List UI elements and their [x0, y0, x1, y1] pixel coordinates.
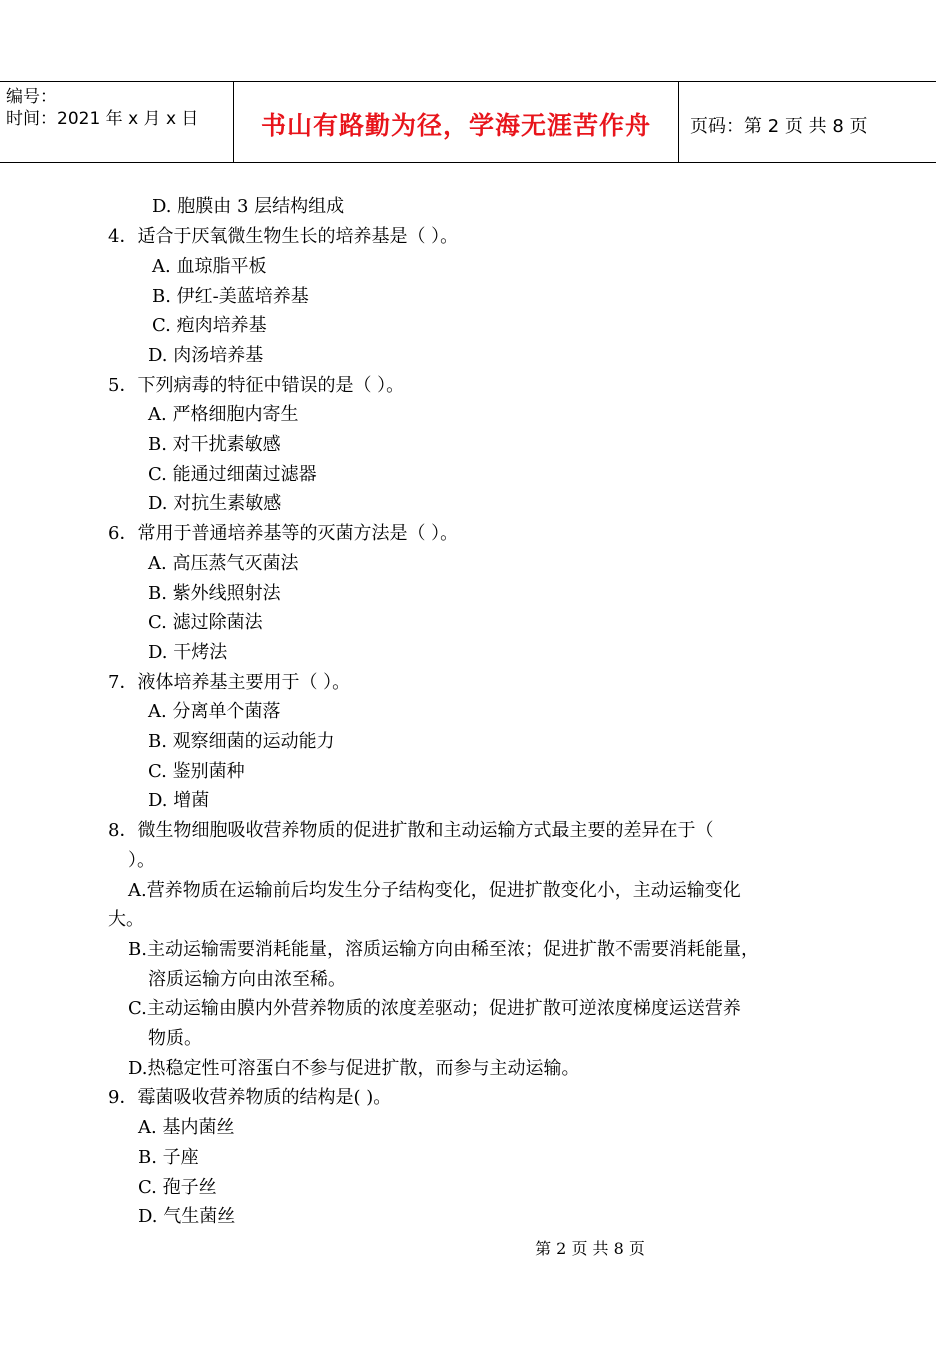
page-number-label: 页码：第 2 页 共 8 页	[690, 116, 868, 137]
option-line: D. 气生菌丝	[138, 1206, 236, 1227]
option-line: C. 滤过除菌法	[148, 612, 263, 633]
question-line: 4．适合于厌氧微生物生长的培养基是（ ）。	[108, 226, 459, 247]
header-motto: 书山有路勤为径，学海无涯苦作舟	[260, 111, 651, 140]
option-line: D. 胞膜由 3 层结构组成	[152, 196, 345, 217]
option-line: C. 疱肉培养基	[152, 315, 267, 336]
option-line: D. 增菌	[148, 790, 210, 811]
option-line: C. 能通过细菌过滤器	[148, 464, 317, 485]
option-line: A. 严格细胞内寄生	[148, 404, 299, 425]
header-divider	[678, 82, 679, 162]
option-line: A. 高压蒸气灭菌法	[148, 553, 299, 574]
option-line: D. 干烤法	[148, 642, 228, 663]
question-line: 5．下列病毒的特征中错误的是（ ）。	[108, 375, 405, 396]
question-line: 8．微生物细胞吸收营养物质的促进扩散和主动运输方式最主要的差异在于（	[108, 820, 714, 841]
option-line-continuation: 大。	[108, 909, 144, 930]
option-line: B.主动运输需要消耗能量，溶质运输方向由稀至浓；促进扩散不需要消耗能量，	[128, 939, 759, 960]
option-line: B. 对干扰素敏感	[148, 434, 281, 455]
option-line: D. 肉汤培养基	[148, 345, 264, 366]
option-line: A. 血琼脂平板	[152, 256, 267, 277]
option-line: A. 分离单个菌落	[148, 701, 281, 722]
option-line-continuation: 溶质运输方向由浓至稀。	[148, 969, 346, 990]
option-line: D.热稳定性可溶蛋白不参与促进扩散，而参与主动运输。	[128, 1058, 580, 1079]
option-line: C.主动运输由膜内外营养物质的浓度差驱动；促进扩散可逆浓度梯度运送营养	[128, 998, 741, 1019]
option-line: B. 观察细菌的运动能力	[148, 731, 335, 752]
option-line: D. 对抗生素敏感	[148, 493, 282, 514]
option-line: C. 孢子丝	[138, 1177, 217, 1198]
option-line: B. 紫外线照射法	[148, 583, 281, 604]
option-line: C. 鉴别菌种	[148, 761, 245, 782]
document-header	[0, 81, 936, 163]
option-line: B. 伊红-美蓝培养基	[152, 286, 309, 307]
question-line: 9．霉菌吸收营养物质的结构是( )。	[108, 1087, 392, 1108]
option-line: B. 子座	[138, 1147, 199, 1168]
option-line: A.营养物质在运输前后均发生分子结构变化，促进扩散变化小，主动运输变化	[128, 880, 741, 901]
option-line: A. 基内菌丝	[138, 1117, 235, 1138]
option-line-continuation: 物质。	[148, 1028, 202, 1049]
page-footer: 第 2 页 共 8 页	[535, 1239, 645, 1258]
time-label: 时间：2021 年 x 月 x 日	[6, 109, 199, 129]
question-line-continuation: ）。	[128, 850, 155, 871]
question-line: 6．常用于普通培养基等的灭菌方法是（ ）。	[108, 523, 459, 544]
header-left	[6, 86, 198, 130]
question-line: 7．液体培养基主要用于（ ）。	[108, 672, 351, 693]
serial-number-label: 编号：	[6, 87, 57, 107]
